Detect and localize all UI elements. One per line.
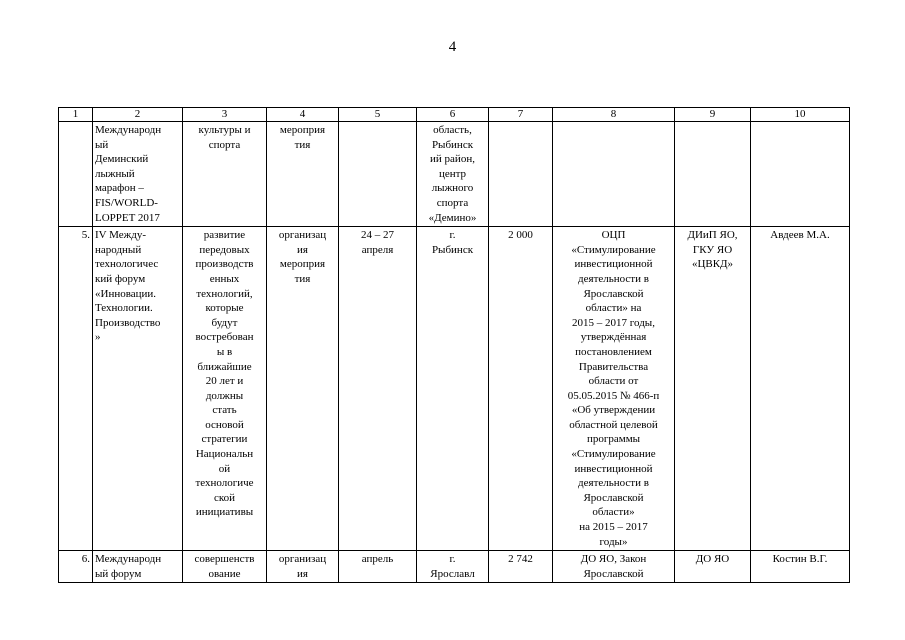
- table-row: [59, 551, 850, 583]
- amount-cell: 2 742: [489, 551, 553, 583]
- form-cell: мероприя тия: [267, 122, 339, 227]
- header-cell: 7: [489, 108, 553, 122]
- funding-source-cell: ДО ЯО, Закон Ярославской: [553, 551, 675, 583]
- events-table: [58, 107, 850, 583]
- table-row: [59, 122, 850, 227]
- table-header-row: [59, 108, 850, 122]
- responsible-cell: Авдеев М.А.: [751, 227, 850, 551]
- header-cell: 9: [675, 108, 751, 122]
- goal-cell: развитие передовых производств енных технологий, которые будут востребован ы в ближайшие 20 лет и должны стать основой стратегии Национальн ой технологиче ской инициативы: [183, 227, 267, 551]
- location-cell: г. Ярославл: [417, 551, 489, 583]
- header-cell: 1: [59, 108, 93, 122]
- header-cell: 2: [93, 108, 183, 122]
- form-cell: организац ия мероприя тия: [267, 227, 339, 551]
- header-cell: 3: [183, 108, 267, 122]
- event-name-cell: Международн ый Деминский лыжный марафон – FIS/WORLD- LOPPET 2017: [93, 122, 183, 227]
- date-cell: 24 – 27 апреля: [339, 227, 417, 551]
- header-cell: 8: [553, 108, 675, 122]
- date-cell: апрель: [339, 551, 417, 583]
- row-number-cell: 6.: [59, 551, 93, 583]
- header-cell: 4: [267, 108, 339, 122]
- event-name-cell: IV Между- народный технологичес кий форум «Инновации. Технологии. Производство »: [93, 227, 183, 551]
- row-number-cell: [59, 122, 93, 227]
- responsible-cell: Костин В.Г.: [751, 551, 850, 583]
- event-name-cell: Международн ый форум: [93, 551, 183, 583]
- amount-cell: 2 000: [489, 227, 553, 551]
- header-cell: 10: [751, 108, 850, 122]
- location-cell: г. Рыбинск: [417, 227, 489, 551]
- amount-cell: [489, 122, 553, 227]
- goal-cell: совершенств ование: [183, 551, 267, 583]
- page-number: 4: [448, 39, 457, 55]
- form-cell: организац ия: [267, 551, 339, 583]
- organizer-cell: [675, 122, 751, 227]
- funding-source-cell: ОЦП «Стимулирование инвестиционной деятельности в Ярославской области» на 2015 – 2017 годы, утверждённая постановлением Правительства области от 05.05.2015 № 466-п «Об утверждении областной целевой программы «Стимулирование инвестиционной деятельности в Ярославской области» на 2015 – 2017 годы»: [553, 227, 675, 551]
- location-cell: область, Рыбинск ий район, центр лыжного спорта «Демино»: [417, 122, 489, 227]
- header-cell: 6: [417, 108, 489, 122]
- row-number-cell: 5.: [59, 227, 93, 551]
- goal-cell: культуры и спорта: [183, 122, 267, 227]
- date-cell: [339, 122, 417, 227]
- responsible-cell: [751, 122, 850, 227]
- table-row: [59, 227, 850, 551]
- header-cell: 5: [339, 108, 417, 122]
- organizer-cell: ДИиП ЯО, ГКУ ЯО «ЦВКД»: [675, 227, 751, 551]
- funding-source-cell: [553, 122, 675, 227]
- organizer-cell: ДО ЯО: [675, 551, 751, 583]
